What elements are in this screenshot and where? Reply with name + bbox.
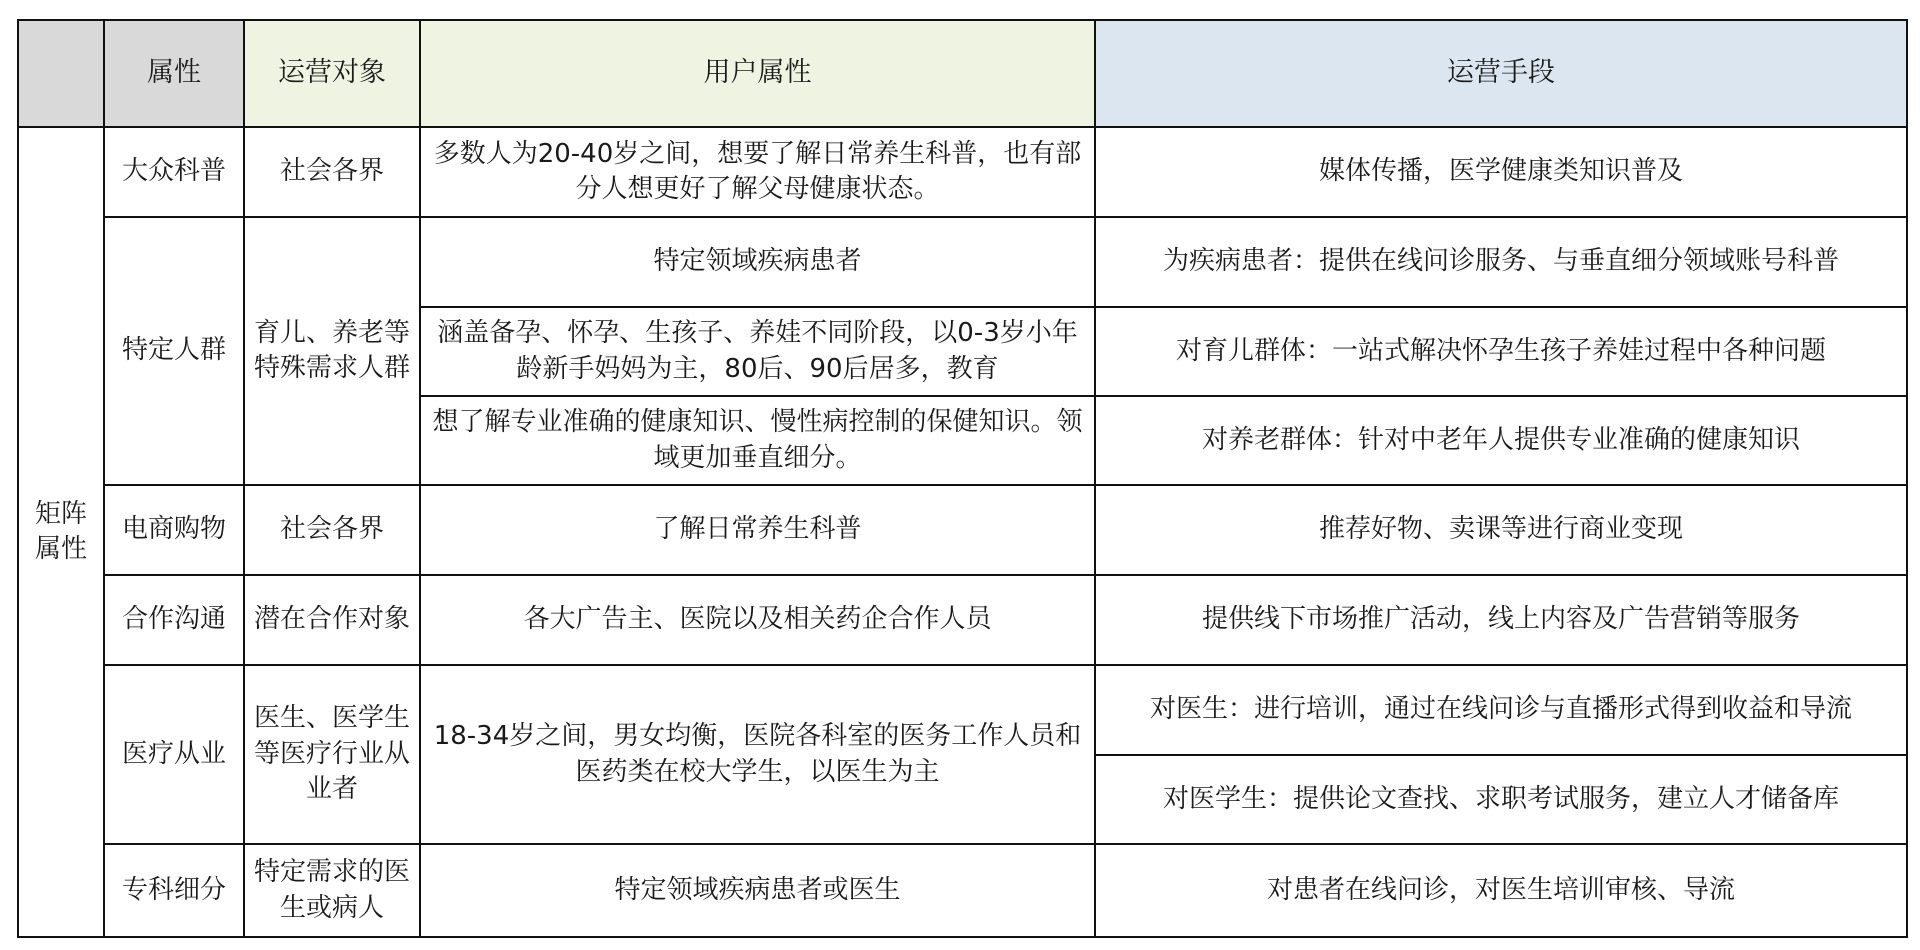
row-cooperation-user-attribute: 各大广告主、医院以及相关药企合作人员 <box>421 576 1096 666</box>
row-specialty-attribute: 专科细分 <box>105 845 245 936</box>
row-medical-attribute: 医疗从业 <box>105 666 245 845</box>
row-cooperation-method: 提供线下市场推广活动，线上内容及广告营销等服务 <box>1096 576 1906 666</box>
row-specific-group-attribute: 特定人群 <box>105 218 245 486</box>
header-target: 运营对象 <box>245 21 421 128</box>
row-popular-science-user-attribute: 多数人为20-40岁之间，想要了解日常养生科普，也有部分人想更好了解父母健康状态。 <box>421 128 1096 218</box>
row-medical-target: 医生、医学生等医疗行业从业者 <box>245 666 421 845</box>
row-specific-group-sub1-user-attribute: 特定领域疾病患者 <box>421 218 1096 308</box>
row-ecommerce-target: 社会各界 <box>245 486 421 576</box>
row-specialty-target: 特定需求的医生或病人 <box>245 845 421 936</box>
header-attribute: 属性 <box>105 21 245 128</box>
matrix-attribute-label: 矩阵 属性 <box>19 128 105 936</box>
row-specialty-user-attribute: 特定领域疾病患者或医生 <box>421 845 1096 936</box>
row-popular-science-target: 社会各界 <box>245 128 421 218</box>
row-specific-group-sub3-user-attribute: 想了解专业准确的健康知识、慢性病控制的保健知识。领域更加垂直细分。 <box>421 397 1096 486</box>
row-specific-group-sub3-method: 对养老群体：针对中老年人提供专业准确的健康知识 <box>1096 397 1906 486</box>
row-ecommerce-method: 推荐好物、卖课等进行商业变现 <box>1096 486 1906 576</box>
row-ecommerce-user-attribute: 了解日常养生科普 <box>421 486 1096 576</box>
row-specific-group-target: 育儿、养老等特殊需求人群 <box>245 218 421 486</box>
header-method: 运营手段 <box>1096 21 1906 128</box>
row-cooperation-target: 潜在合作对象 <box>245 576 421 666</box>
row-specialty-method: 对患者在线问诊，对医生培训审核、导流 <box>1266 874 1735 905</box>
row-medical-method-doctor: 对医生：进行培训，通过在线问诊与直播形式得到收益和导流 <box>1096 666 1906 756</box>
row-popular-science-method: 媒体传播，医学健康类知识普及 <box>1096 128 1906 218</box>
row-specific-group-sub2-method: 对育儿群体：一站式解决怀孕生孩子养娃过程中各种问题 <box>1096 308 1906 397</box>
header-corner-cell <box>19 21 105 128</box>
row-specific-group-sub1-method: 为疾病患者：提供在线问诊服务、与垂直细分领域账号科普 <box>1096 218 1906 308</box>
row-popular-science-attribute: 大众科普 <box>105 128 245 218</box>
row-medical-method-student: 对医学生：提供论文查找、求职考试服务，建立人才储备库 <box>1096 756 1906 845</box>
row-specific-group-sub2-user-attribute: 涵盖备孕、怀孕、生孩子、养娃不同阶段，以0-3岁小年龄新手妈妈为主，80后、90后居多，教育 <box>421 308 1096 397</box>
matrix-table <box>17 19 1908 938</box>
row-cooperation-attribute: 合作沟通 <box>105 576 245 666</box>
row-medical-user-attribute: 18-34岁之间，男女均衡，医院各科室的医务工作人员和医药类在校大学生，以医生为主 <box>421 666 1096 845</box>
row-ecommerce-attribute: 电商购物 <box>105 486 245 576</box>
header-user-attribute: 用户属性 <box>421 21 1096 128</box>
